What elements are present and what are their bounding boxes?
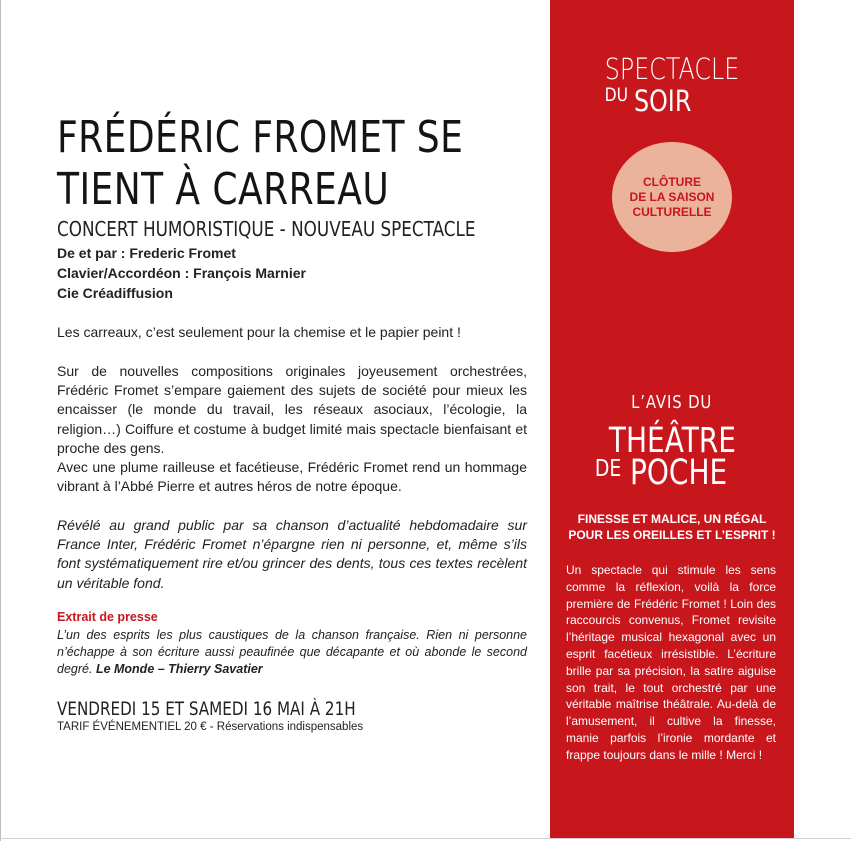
page-left-edge	[0, 0, 1, 841]
biography-paragraph: Révélé au grand public par sa chanson d’actualité hebdomadaire sur France Inter, Frédéric Fromet n’épargne rien ni personne, et, même s’ils font systématiquement rire et/ou grincer des dents, tous ces textes recèlent un véritable fond.	[57, 517, 527, 591]
credit-line: Clavier/Accordéon : François Marnier	[57, 265, 306, 281]
intro-paragraph: Les carreaux, c’est seulement pour la chemise et le papier peint !	[57, 324, 461, 340]
credit-line: Cie Créadiffusion	[57, 285, 173, 301]
pricing-info: TARIF ÉVÉNEMENTIEL 20 € - Réservations indispensables	[57, 721, 364, 733]
press-source: Le Monde – Thierry Savatier	[95, 662, 263, 676]
poche-text: POCHE	[630, 453, 728, 493]
tagline-line-1: FINESSE ET MALICE, UN RÉGAL	[577, 512, 767, 526]
tagline-line-2: POUR LES OREILLES ET L’ESPRIT !	[568, 527, 776, 542]
badge-line: CULTURELLE	[632, 204, 712, 219]
du-text: DU	[604, 84, 628, 106]
season-closing-badge	[612, 142, 732, 252]
title-line-1: FRÉDÉRIC FROMET SE	[57, 112, 464, 163]
badge-line: CLÔTURE	[643, 174, 701, 189]
badge-line: DE LA SAISON	[629, 189, 715, 204]
description-paragraph: Sur de nouvelles compositions originales joyeusement orchestrées, Frédéric Fromet s’empare gaiement des sujets de société pour mieux les encaisser (le monde du travail, les réseaux asociaux, l’écologie, la religion…) Coiffure et costume à budget limité mais spectacle bienfaisant et proche des gens.	[57, 363, 527, 456]
review-text: Un spectacle qui stimule les sens comme la réflexion, voilà la force première de Frédéric Fromet ! Loin des raccourcis convenus, Fromet revisite l’héritage musical hexagonal avec un esprit facétieux irrésistible. L’écriture brille par sa précision, la satire aiguise son trait, le tout orchestré par une véritable maîtrise théâtrale. Au-delà de l’amusement, il cultive la finesse, manie parfois l’ironie mordante et frappe toujours dans le mille ! Merci !	[566, 563, 776, 762]
sidebar-du-word	[602, 84, 631, 106]
poche-word	[630, 453, 752, 493]
sidebar-panel	[550, 0, 794, 838]
review-tagline	[560, 512, 784, 543]
sidebar-spectacle-heading	[550, 52, 794, 86]
avis-heading	[550, 393, 794, 413]
de-word	[592, 456, 624, 482]
press-quote	[57, 627, 527, 678]
credit-line: De et par : Frederic Fromet	[57, 245, 236, 261]
show-subtitle: CONCERT HUMORISTIQUE - NOUVEAU SPECTACLE	[57, 217, 476, 241]
credits-block	[57, 243, 477, 303]
spectacle-word: SPECTACLE	[604, 52, 740, 86]
press-heading: Extrait de presse	[57, 610, 158, 624]
tribute-paragraph: Avec une plume railleuse et facétieuse, Frédéric Fromet rend un hommage vibrant à l’Abbé Pierre et autres héros de notre époque.	[57, 459, 527, 495]
show-title	[57, 112, 467, 216]
avis-text: L’AVIS DU	[631, 393, 713, 413]
title-line-2: TIENT À CARREAU	[57, 164, 390, 215]
de-text: DE	[594, 456, 622, 482]
sidebar-soir-word	[634, 84, 704, 118]
theatre-text: THÉÂTRE	[608, 421, 736, 461]
page-bottom-edge	[0, 838, 851, 839]
soir-text: SOIR	[634, 84, 692, 118]
performance-dates: VENDREDI 15 ET SAMEDI 16 MAI À 21H	[57, 699, 356, 720]
press-quote-text: L’un des esprits les plus caustiques de la chanson française. Rien ni personne n’échappe à son écriture aussi peaufinée que décapante et où abonde le second degré.	[57, 628, 527, 676]
